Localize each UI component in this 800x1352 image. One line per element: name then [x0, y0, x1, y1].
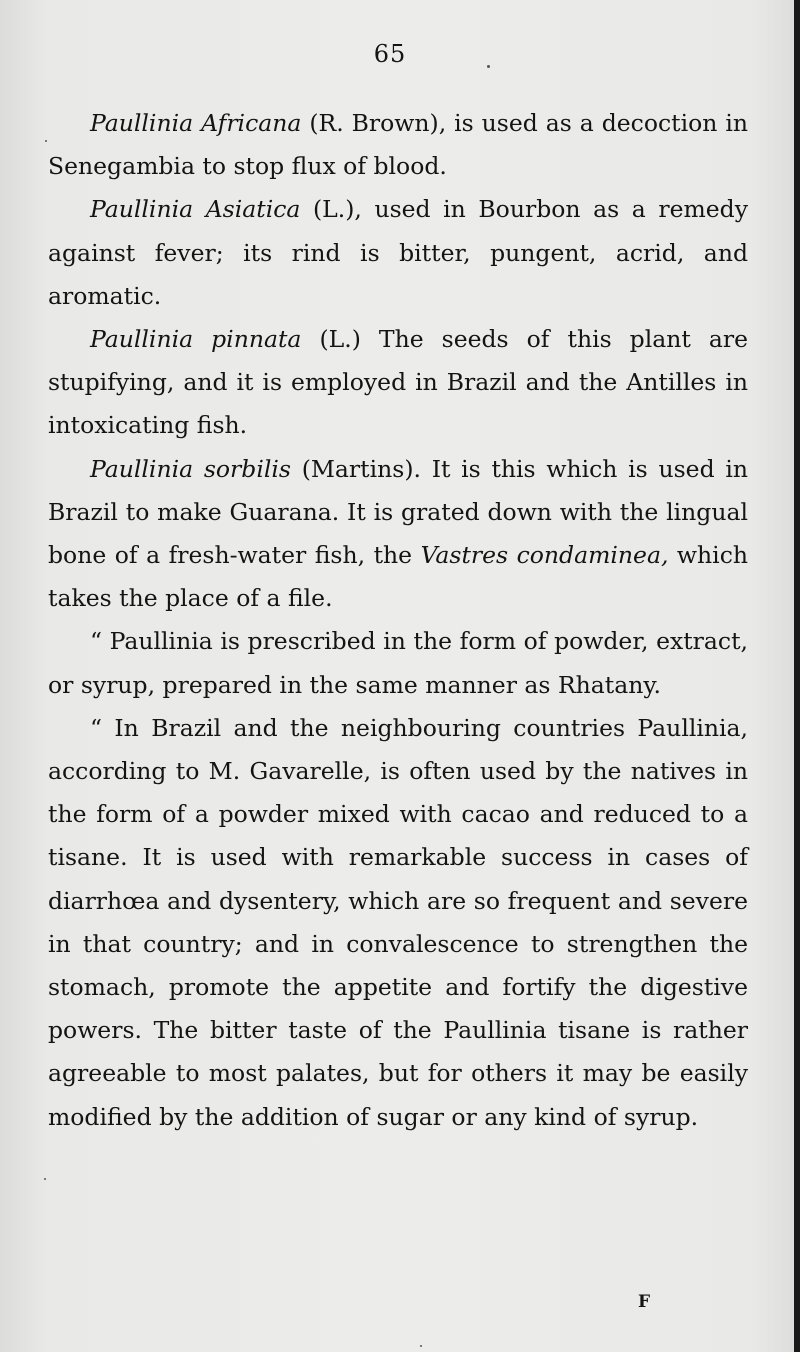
paragraph-paullinia-asiatica	[48, 188, 748, 318]
species-name: Paullinia Asiatica	[90, 195, 301, 224]
paragraph-paullinia-africana	[48, 102, 748, 188]
print-speck	[487, 65, 490, 68]
page-edge-shadow	[794, 0, 800, 1352]
print-speck	[420, 1345, 422, 1347]
paragraph-text: (L.), used in Bourbon as a remedy against fever; its rind is bitter, pungent, acrid, and aromatic.	[48, 195, 748, 310]
page-number: 65	[373, 40, 407, 68]
species-name: Vastres condaminea,	[420, 541, 669, 570]
signature-mark: F	[638, 1292, 651, 1312]
species-name: Paullinia sorbilis	[90, 454, 291, 483]
page-text	[48, 102, 748, 1139]
paragraph-quote-brazil	[48, 707, 748, 1139]
paragraph-text: “ Paullinia is prescribed in the form of powder, extract, or syrup, prepared in the same manner as Rhatany.	[48, 627, 748, 699]
paragraph-text: which takes the place of a file.	[48, 541, 748, 613]
paragraph-quote-prescription	[48, 620, 748, 706]
species-name: Paullinia Africana	[90, 109, 302, 137]
paragraph-paullinia-sorbilis	[48, 448, 748, 621]
paragraph-text: “ In Brazil and the neighbouring countries Paullinia, according to M. Gavarelle, is often used by the natives in the form of a powder mixed with cacao and reduced to a tisane. It is used with remarkable success in cases of diarrhœa and dysentery, which are so frequent and severe in that country; and in convalescence to strengthen the stomach, promote the appetite and fortify the digestive powers. The bitter taste of the Paullinia tisane is rather agreeable to most palates, but for others it may be easily modified by the addition of sugar or any kind of syrup.	[48, 713, 748, 1131]
paragraph-text: (Martins). It is this which is used in Brazil to make Guarana. It is grated down with the lingual bone of a fresh-water fish, the	[48, 454, 748, 570]
species-name: Paullinia pinnata	[90, 325, 302, 354]
print-speck	[45, 140, 47, 142]
paragraph-text: (L.) The seeds of this plant are stupifying, and it is employed in Brazil and the Antilles in intoxicating fish.	[48, 325, 749, 440]
paragraph-paullinia-pinnata	[48, 318, 748, 448]
paragraph-text: (R. Brown), is used as a decoction in Senegambia to stop flux of blood.	[48, 109, 748, 181]
print-speck	[44, 1178, 46, 1180]
